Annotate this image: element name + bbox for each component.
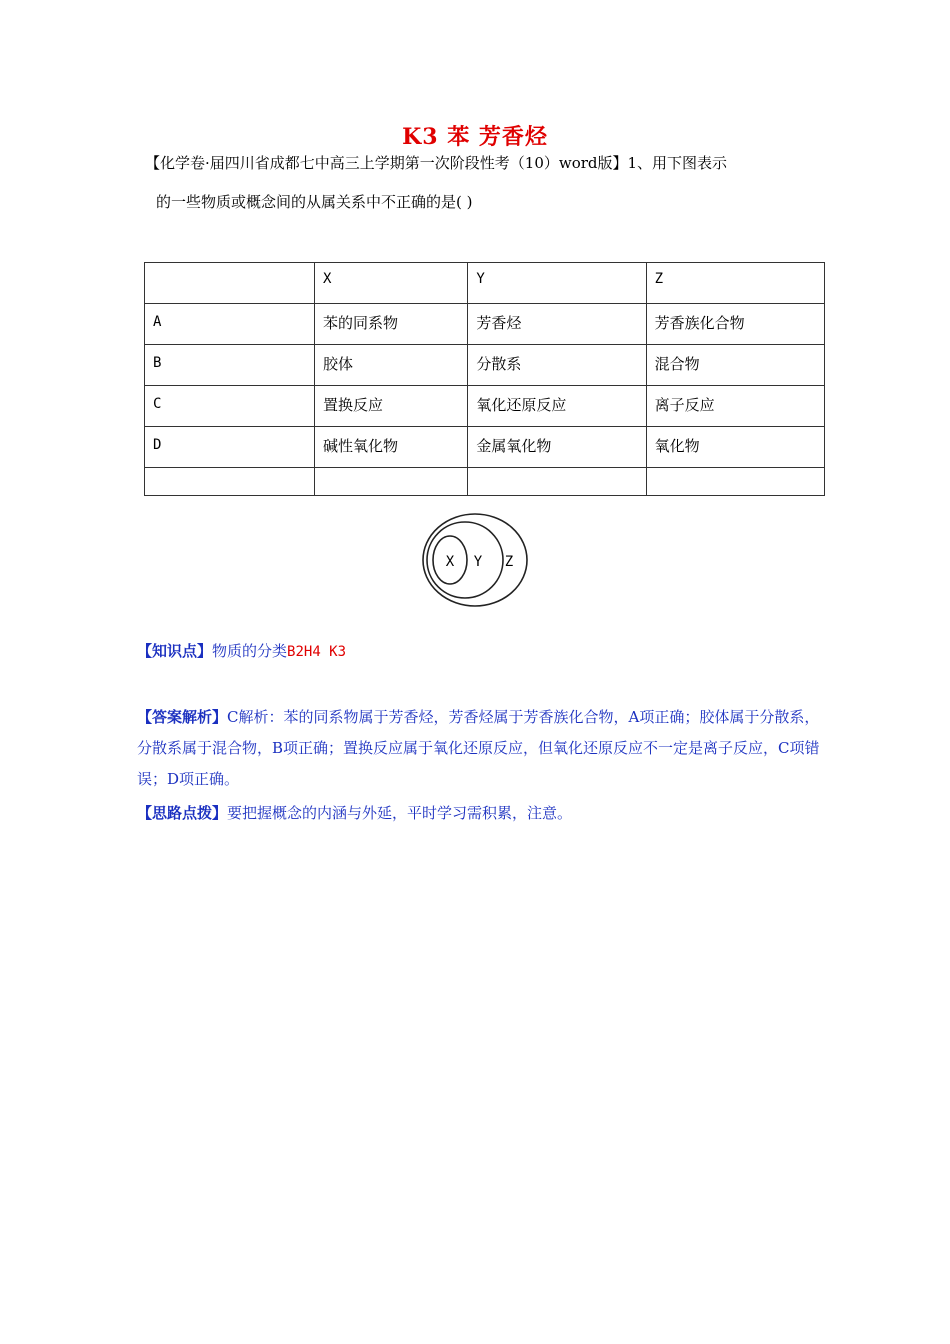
question-line-1: 【化学卷·届四川省成都七中高三上学期第一次阶段性考（10）word版】1、用下图表示	[145, 154, 728, 172]
table-cell: 氧化还原反应	[468, 386, 646, 427]
tips-text: 要把握概念的内涵与外延，平时学习需积累，注意。	[227, 804, 573, 822]
answer-analysis	[137, 702, 827, 795]
table-cell	[145, 468, 315, 496]
row-label: B	[145, 345, 315, 386]
knowledge-text: 物质的分类	[212, 642, 288, 660]
table-cell	[315, 468, 468, 496]
table-cell: 置换反应	[315, 386, 468, 427]
table-header-x: X	[315, 263, 468, 304]
table-cell: 碱性氧化物	[315, 427, 468, 468]
table-header-row	[145, 263, 825, 304]
venn-label-y: Y	[473, 554, 483, 570]
table-cell: 氧化物	[646, 427, 824, 468]
table-row	[145, 304, 825, 345]
row-label: A	[145, 304, 315, 345]
table-cell: 混合物	[646, 345, 824, 386]
table-cell	[646, 468, 824, 496]
venn-label-z: Z	[504, 554, 514, 570]
table-cell: 胶体	[315, 345, 468, 386]
knowledge-codes: B2H4 K3	[287, 644, 347, 660]
page-title: K3 苯 芳香烃	[402, 124, 548, 150]
table-cell: 金属氧化物	[468, 427, 646, 468]
question-line-2: 的一些物质或概念间的从属关系中不正确的是( )	[156, 193, 473, 211]
answer-text: C解析：苯的同系物属于芳香烃，芳香烃属于芳香族化合物，A项正确；胶体属于分散系，分散系属于混合物，B项正确；置换反应属于氧化还原反应，但氧化还原反应不一定是离子反应，C项错误；D项正确。	[137, 708, 820, 788]
table-row	[145, 386, 825, 427]
table-header-z: Z	[646, 263, 824, 304]
table-row	[145, 345, 825, 386]
venn-diagram	[420, 510, 530, 610]
row-label: C	[145, 386, 315, 427]
table-cell: 分散系	[468, 345, 646, 386]
knowledge-label: 【知识点】	[137, 642, 213, 660]
table-cell: 离子反应	[646, 386, 824, 427]
table-row-empty	[145, 468, 825, 496]
thinking-tips	[137, 798, 827, 829]
tips-label: 【思路点拨】	[137, 804, 228, 822]
knowledge-point	[137, 636, 827, 668]
table-row	[145, 427, 825, 468]
table-cell: 芳香烃	[468, 304, 646, 345]
table-cell	[468, 468, 646, 496]
table-cell	[145, 263, 315, 304]
options-table	[144, 262, 825, 496]
row-label: D	[145, 427, 315, 468]
middle-circle-y	[427, 522, 503, 598]
table-cell: 芳香族化合物	[646, 304, 824, 345]
venn-label-x: X	[445, 554, 455, 570]
table-cell: 苯的同系物	[315, 304, 468, 345]
answer-label: 【答案解析】	[137, 708, 228, 726]
table-header-y: Y	[468, 263, 646, 304]
